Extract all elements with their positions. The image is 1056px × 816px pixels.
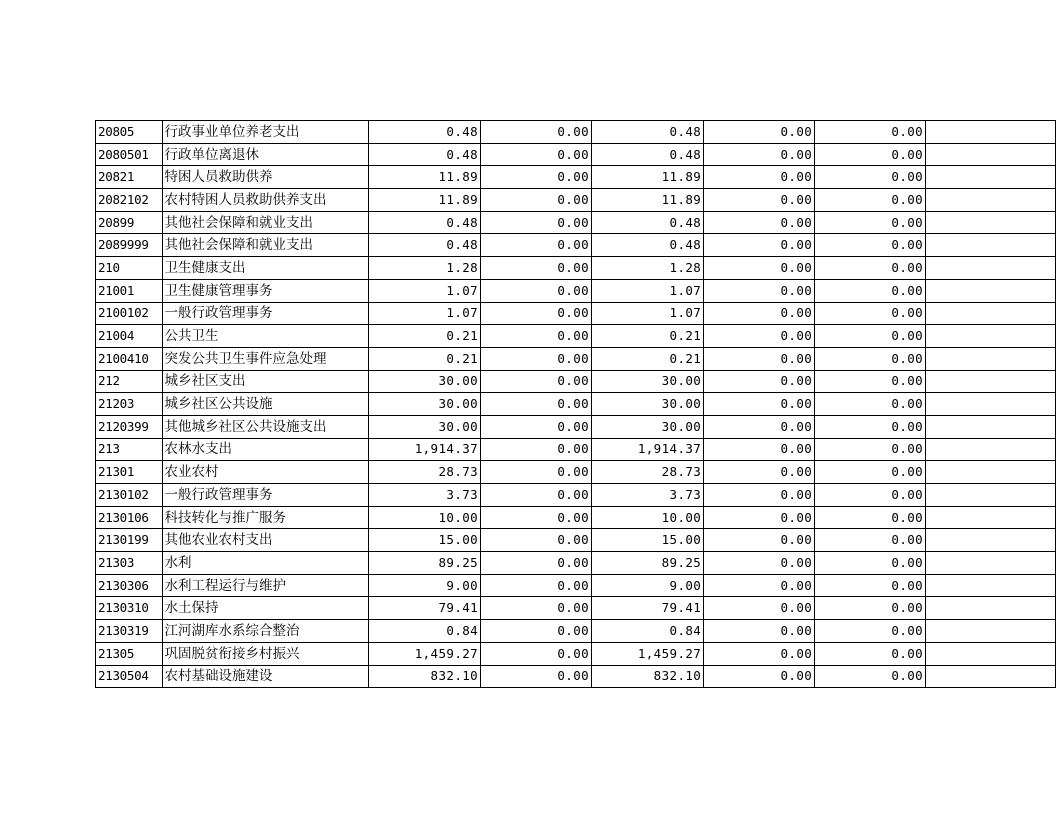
account-name-cell: 公共卫生 (162, 325, 368, 348)
amount-col-4-cell: 0.00 (704, 620, 815, 643)
account-code-cell: 21001 (96, 279, 163, 302)
amount-col-4-cell: 0.00 (704, 415, 815, 438)
amount-col-3-cell: 0.48 (592, 121, 704, 144)
amount-col-5-cell: 0.00 (815, 325, 926, 348)
amount-col-5-cell: 0.00 (815, 529, 926, 552)
empty-cell (926, 211, 1056, 234)
account-code-cell: 2100410 (96, 347, 163, 370)
amount-col-3-cell: 0.48 (592, 143, 704, 166)
amount-col-2-cell: 0.00 (481, 121, 592, 144)
account-name-cell: 其他社会保障和就业支出 (162, 234, 368, 257)
amount-col-2-cell: 0.00 (481, 211, 592, 234)
amount-col-3-cell: 89.25 (592, 552, 704, 575)
amount-col-4-cell: 0.00 (704, 597, 815, 620)
account-code-cell: 2130310 (96, 597, 163, 620)
amount-col-3-cell: 79.41 (592, 597, 704, 620)
account-name-cell: 农林水支出 (162, 438, 368, 461)
amount-col-3-cell: 1,459.27 (592, 642, 704, 665)
empty-cell (926, 143, 1056, 166)
amount-col-4-cell: 0.00 (704, 302, 815, 325)
amount-col-2-cell: 0.00 (481, 620, 592, 643)
empty-cell (926, 189, 1056, 212)
amount-col-2-cell: 0.00 (481, 506, 592, 529)
amount-col-4-cell: 0.00 (704, 393, 815, 416)
table-row (96, 143, 1056, 166)
amount-col-4-cell: 0.00 (704, 234, 815, 257)
table-row (96, 642, 1056, 665)
amount-col-4-cell: 0.00 (704, 665, 815, 688)
amount-col-1-cell: 30.00 (368, 393, 480, 416)
account-code-cell: 20805 (96, 121, 163, 144)
account-code-cell: 21301 (96, 461, 163, 484)
amount-col-5-cell: 0.00 (815, 574, 926, 597)
empty-cell (926, 347, 1056, 370)
amount-col-2-cell: 0.00 (481, 665, 592, 688)
empty-cell (926, 166, 1056, 189)
amount-col-2-cell: 0.00 (481, 438, 592, 461)
amount-col-1-cell: 0.84 (368, 620, 480, 643)
account-name-cell: 城乡社区公共设施 (162, 393, 368, 416)
amount-col-4-cell: 0.00 (704, 370, 815, 393)
table-row (96, 393, 1056, 416)
empty-cell (926, 438, 1056, 461)
amount-col-3-cell: 0.48 (592, 234, 704, 257)
amount-col-1-cell: 79.41 (368, 597, 480, 620)
amount-col-4-cell: 0.00 (704, 257, 815, 280)
amount-col-5-cell: 0.00 (815, 461, 926, 484)
budget-table (95, 120, 1056, 688)
empty-cell (926, 484, 1056, 507)
amount-col-1-cell: 30.00 (368, 415, 480, 438)
amount-col-5-cell: 0.00 (815, 665, 926, 688)
amount-col-3-cell: 0.48 (592, 211, 704, 234)
amount-col-3-cell: 28.73 (592, 461, 704, 484)
amount-col-5-cell: 0.00 (815, 166, 926, 189)
amount-col-4-cell: 0.00 (704, 529, 815, 552)
account-code-cell: 2082102 (96, 189, 163, 212)
table-row (96, 370, 1056, 393)
account-name-cell: 城乡社区支出 (162, 370, 368, 393)
account-name-cell: 农村特困人员救助供养支出 (162, 189, 368, 212)
amount-col-3-cell: 15.00 (592, 529, 704, 552)
amount-col-2-cell: 0.00 (481, 302, 592, 325)
amount-col-1-cell: 28.73 (368, 461, 480, 484)
account-code-cell: 2089999 (96, 234, 163, 257)
empty-cell (926, 279, 1056, 302)
amount-col-1-cell: 15.00 (368, 529, 480, 552)
account-name-cell: 巩固脱贫衔接乡村振兴 (162, 642, 368, 665)
amount-col-2-cell: 0.00 (481, 484, 592, 507)
amount-col-4-cell: 0.00 (704, 189, 815, 212)
amount-col-4-cell: 0.00 (704, 143, 815, 166)
table-row (96, 302, 1056, 325)
empty-cell (926, 257, 1056, 280)
empty-cell (926, 415, 1056, 438)
account-code-cell: 2130504 (96, 665, 163, 688)
table-row (96, 529, 1056, 552)
amount-col-4-cell: 0.00 (704, 347, 815, 370)
amount-col-3-cell: 11.89 (592, 166, 704, 189)
amount-col-1-cell: 30.00 (368, 370, 480, 393)
amount-col-1-cell: 0.21 (368, 325, 480, 348)
account-name-cell: 农业农村 (162, 461, 368, 484)
account-name-cell: 其他社会保障和就业支出 (162, 211, 368, 234)
account-name-cell: 其他农业农村支出 (162, 529, 368, 552)
empty-cell (926, 234, 1056, 257)
account-name-cell: 一般行政管理事务 (162, 484, 368, 507)
account-name-cell: 水利 (162, 552, 368, 575)
amount-col-2-cell: 0.00 (481, 574, 592, 597)
empty-cell (926, 552, 1056, 575)
table-row (96, 665, 1056, 688)
amount-col-1-cell: 89.25 (368, 552, 480, 575)
empty-cell (926, 620, 1056, 643)
empty-cell (926, 121, 1056, 144)
empty-cell (926, 302, 1056, 325)
account-name-cell: 水土保持 (162, 597, 368, 620)
account-name-cell: 卫生健康支出 (162, 257, 368, 280)
empty-cell (926, 574, 1056, 597)
amount-col-5-cell: 0.00 (815, 597, 926, 620)
amount-col-2-cell: 0.00 (481, 143, 592, 166)
amount-col-2-cell: 0.00 (481, 370, 592, 393)
account-code-cell: 2130106 (96, 506, 163, 529)
amount-col-2-cell: 0.00 (481, 393, 592, 416)
account-name-cell: 水利工程运行与维护 (162, 574, 368, 597)
account-code-cell: 213 (96, 438, 163, 461)
amount-col-5-cell: 0.00 (815, 484, 926, 507)
table-row (96, 257, 1056, 280)
amount-col-5-cell: 0.00 (815, 211, 926, 234)
table-row (96, 438, 1056, 461)
amount-col-1-cell: 3.73 (368, 484, 480, 507)
amount-col-1-cell: 1.07 (368, 302, 480, 325)
amount-col-5-cell: 0.00 (815, 552, 926, 575)
amount-col-3-cell: 30.00 (592, 415, 704, 438)
empty-cell (926, 597, 1056, 620)
amount-col-5-cell: 0.00 (815, 302, 926, 325)
account-code-cell: 2130102 (96, 484, 163, 507)
table-row (96, 279, 1056, 302)
amount-col-2-cell: 0.00 (481, 529, 592, 552)
amount-col-5-cell: 0.00 (815, 370, 926, 393)
account-code-cell: 20899 (96, 211, 163, 234)
amount-col-3-cell: 0.21 (592, 347, 704, 370)
amount-col-1-cell: 1.07 (368, 279, 480, 302)
account-name-cell: 江河湖库水系综合整治 (162, 620, 368, 643)
empty-cell (926, 506, 1056, 529)
amount-col-4-cell: 0.00 (704, 166, 815, 189)
table-row (96, 597, 1056, 620)
table-row (96, 620, 1056, 643)
amount-col-2-cell: 0.00 (481, 325, 592, 348)
account-code-cell: 212 (96, 370, 163, 393)
account-name-cell: 行政单位离退休 (162, 143, 368, 166)
account-name-cell: 其他城乡社区公共设施支出 (162, 415, 368, 438)
table-row (96, 552, 1056, 575)
table-row (96, 189, 1056, 212)
account-code-cell: 2130319 (96, 620, 163, 643)
amount-col-1-cell: 0.48 (368, 143, 480, 166)
account-code-cell: 21303 (96, 552, 163, 575)
empty-cell (926, 370, 1056, 393)
amount-col-3-cell: 832.10 (592, 665, 704, 688)
amount-col-2-cell: 0.00 (481, 257, 592, 280)
amount-col-4-cell: 0.00 (704, 461, 815, 484)
amount-col-5-cell: 0.00 (815, 347, 926, 370)
amount-col-1-cell: 0.48 (368, 121, 480, 144)
amount-col-5-cell: 0.00 (815, 234, 926, 257)
amount-col-1-cell: 1.28 (368, 257, 480, 280)
amount-col-4-cell: 0.00 (704, 552, 815, 575)
account-name-cell: 突发公共卫生事件应急处理 (162, 347, 368, 370)
amount-col-1-cell: 9.00 (368, 574, 480, 597)
amount-col-2-cell: 0.00 (481, 189, 592, 212)
amount-col-2-cell: 0.00 (481, 347, 592, 370)
amount-col-3-cell: 10.00 (592, 506, 704, 529)
account-code-cell: 21004 (96, 325, 163, 348)
amount-col-5-cell: 0.00 (815, 257, 926, 280)
amount-col-3-cell: 0.21 (592, 325, 704, 348)
amount-col-2-cell: 0.00 (481, 461, 592, 484)
amount-col-3-cell: 1.07 (592, 279, 704, 302)
empty-cell (926, 642, 1056, 665)
amount-col-4-cell: 0.00 (704, 438, 815, 461)
amount-col-1-cell: 832.10 (368, 665, 480, 688)
amount-col-3-cell: 1,914.37 (592, 438, 704, 461)
table-row (96, 166, 1056, 189)
account-name-cell: 科技转化与推广服务 (162, 506, 368, 529)
empty-cell (926, 393, 1056, 416)
table-body (96, 121, 1056, 688)
amount-col-3-cell: 1.07 (592, 302, 704, 325)
amount-col-5-cell: 0.00 (815, 121, 926, 144)
amount-col-1-cell: 10.00 (368, 506, 480, 529)
amount-col-3-cell: 30.00 (592, 393, 704, 416)
amount-col-3-cell: 9.00 (592, 574, 704, 597)
table-row (96, 461, 1056, 484)
empty-cell (926, 461, 1056, 484)
amount-col-1-cell: 11.89 (368, 166, 480, 189)
amount-col-1-cell: 11.89 (368, 189, 480, 212)
account-code-cell: 21305 (96, 642, 163, 665)
empty-cell (926, 665, 1056, 688)
account-code-cell: 210 (96, 257, 163, 280)
account-code-cell: 2120399 (96, 415, 163, 438)
table-row (96, 484, 1056, 507)
amount-col-1-cell: 1,914.37 (368, 438, 480, 461)
table-row (96, 121, 1056, 144)
amount-col-1-cell: 0.21 (368, 347, 480, 370)
empty-cell (926, 529, 1056, 552)
account-code-cell: 20821 (96, 166, 163, 189)
account-name-cell: 一般行政管理事务 (162, 302, 368, 325)
account-code-cell: 2130199 (96, 529, 163, 552)
amount-col-3-cell: 3.73 (592, 484, 704, 507)
table-row (96, 415, 1056, 438)
amount-col-1-cell: 1,459.27 (368, 642, 480, 665)
amount-col-5-cell: 0.00 (815, 143, 926, 166)
amount-col-3-cell: 11.89 (592, 189, 704, 212)
amount-col-2-cell: 0.00 (481, 279, 592, 302)
table-row (96, 574, 1056, 597)
table-row (96, 211, 1056, 234)
amount-col-4-cell: 0.00 (704, 279, 815, 302)
amount-col-4-cell: 0.00 (704, 642, 815, 665)
account-code-cell: 2100102 (96, 302, 163, 325)
amount-col-5-cell: 0.00 (815, 279, 926, 302)
amount-col-5-cell: 0.00 (815, 393, 926, 416)
amount-col-2-cell: 0.00 (481, 552, 592, 575)
amount-col-3-cell: 0.84 (592, 620, 704, 643)
table-row (96, 347, 1056, 370)
amount-col-2-cell: 0.00 (481, 234, 592, 257)
amount-col-4-cell: 0.00 (704, 211, 815, 234)
account-code-cell: 2130306 (96, 574, 163, 597)
amount-col-4-cell: 0.00 (704, 121, 815, 144)
amount-col-2-cell: 0.00 (481, 597, 592, 620)
amount-col-5-cell: 0.00 (815, 189, 926, 212)
account-code-cell: 2080501 (96, 143, 163, 166)
amount-col-3-cell: 1.28 (592, 257, 704, 280)
amount-col-2-cell: 0.00 (481, 166, 592, 189)
account-name-cell: 卫生健康管理事务 (162, 279, 368, 302)
amount-col-5-cell: 0.00 (815, 438, 926, 461)
amount-col-4-cell: 0.00 (704, 325, 815, 348)
amount-col-4-cell: 0.00 (704, 484, 815, 507)
amount-col-3-cell: 30.00 (592, 370, 704, 393)
amount-col-2-cell: 0.00 (481, 642, 592, 665)
empty-cell (926, 325, 1056, 348)
account-code-cell: 21203 (96, 393, 163, 416)
amount-col-5-cell: 0.00 (815, 642, 926, 665)
table-row (96, 234, 1056, 257)
table-row (96, 506, 1056, 529)
amount-col-1-cell: 0.48 (368, 211, 480, 234)
table-row (96, 325, 1056, 348)
account-name-cell: 农村基础设施建设 (162, 665, 368, 688)
amount-col-2-cell: 0.00 (481, 415, 592, 438)
account-name-cell: 行政事业单位养老支出 (162, 121, 368, 144)
amount-col-4-cell: 0.00 (704, 506, 815, 529)
amount-col-5-cell: 0.00 (815, 620, 926, 643)
account-name-cell: 特困人员救助供养 (162, 166, 368, 189)
amount-col-5-cell: 0.00 (815, 415, 926, 438)
amount-col-4-cell: 0.00 (704, 574, 815, 597)
amount-col-1-cell: 0.48 (368, 234, 480, 257)
amount-col-5-cell: 0.00 (815, 506, 926, 529)
